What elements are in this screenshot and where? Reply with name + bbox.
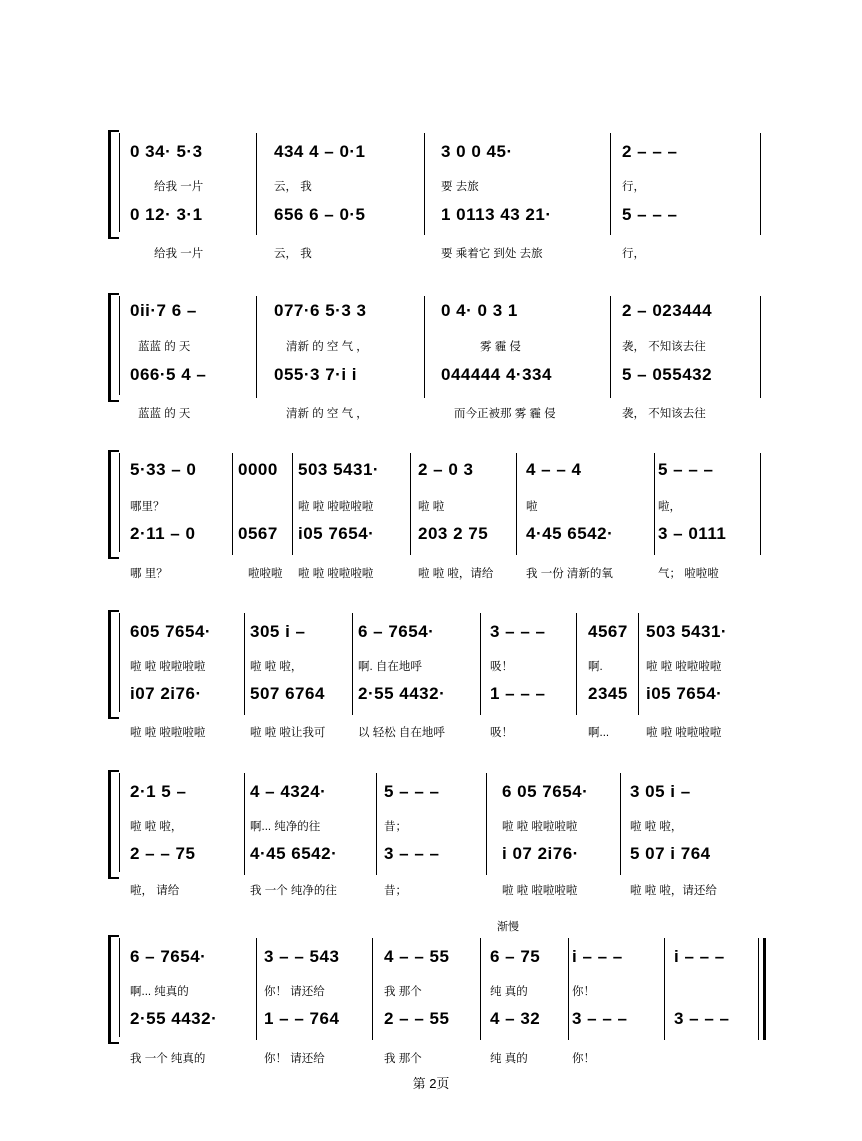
barline [760, 133, 761, 235]
barline [376, 773, 377, 875]
measure-notes: 0ii·7 6 – [130, 301, 197, 320]
measure-notes: 5 – 055432 [622, 365, 713, 384]
lyric-text: 我 一份 清新的氧 [526, 568, 613, 580]
lyric-text: 啊... [588, 727, 610, 739]
lyric-text: 而今正被那 雾 霾 侵 [454, 408, 556, 420]
measure-notes: 4 – 32 [490, 1009, 541, 1028]
lyric-text: 昔； [384, 821, 407, 833]
measure-notes: 503 5431· [298, 460, 380, 479]
lyric-text: 啦 啦 啦啦啦啦 [130, 727, 206, 739]
measure-notes: 3 – – – [384, 844, 440, 863]
lyric-text: 啦 啦 啦啦啦啦 [502, 821, 578, 833]
lyric-text: 给我 一片 [154, 181, 204, 193]
lyric-text: 要 乘着它 到处 去旅 [441, 248, 543, 260]
lyric-text: 啊. 自在地呼 [358, 661, 422, 673]
lyric-text: 啦， 请给 [130, 885, 180, 897]
barline [760, 296, 761, 398]
lyric-text: 雾 霾 侵 [480, 341, 521, 353]
measure-notes: 2345 [588, 684, 628, 703]
lyric-text: 要 去旅 [441, 181, 479, 193]
measure-notes: 2·11 – 0 [130, 524, 196, 543]
measure-notes: i05 7654· [646, 684, 723, 703]
measure-notes: i05 7654· [298, 524, 375, 543]
measure-notes: 077·6 5·3 3 [274, 301, 367, 320]
barline [480, 938, 481, 1040]
lyric-text: 啊. [588, 661, 603, 673]
barline [480, 613, 481, 715]
lyric-text: 我 那个 [384, 1053, 422, 1065]
system-bracket-line [119, 133, 120, 232]
lyric-text: 啦， [658, 501, 681, 513]
measure-notes: 2 – – 75 [130, 844, 196, 863]
measure-notes: 5 07 i 764 [630, 844, 711, 863]
measure-notes: 503 5431· [646, 622, 728, 641]
lyric-text: 你！ [572, 986, 595, 998]
barline [424, 133, 425, 235]
score-system-4 [108, 610, 768, 720]
measure-notes: 3 – – 543 [264, 947, 340, 966]
lyric-text: 清新 的 空 气 ， [286, 341, 368, 353]
measure-notes: 305 i – [250, 622, 306, 641]
barline [620, 773, 621, 875]
lyric-text: 啦 啦 啦啦啦啦 [130, 661, 206, 673]
lyric-text: 啦啦啦 [248, 568, 283, 580]
system-bracket [108, 130, 119, 239]
measure-notes: 3 05 i – [630, 782, 691, 801]
score-system-5 [108, 770, 768, 880]
measure-notes: 605 7654· [130, 622, 212, 641]
measure-notes: 4 – – 4 [526, 460, 582, 479]
system-bracket [108, 450, 119, 559]
lyric-text: 啦 啦 啦， [250, 661, 303, 673]
measure-notes: 5 – – – [384, 782, 440, 801]
lyric-text: 哪里？ [130, 501, 165, 513]
measure-notes: 6 – 75 [490, 947, 541, 966]
lyric-text: 啦 啦 啦啦啦啦 [298, 568, 374, 580]
measure-notes: 2 – – – [622, 142, 678, 161]
barline [244, 613, 245, 715]
lyric-text: 哪 里？ [130, 568, 168, 580]
measure-notes: 4567 [588, 622, 628, 641]
barline [516, 453, 517, 555]
lyric-text: 以 轻松 自在地呼 [358, 727, 445, 739]
measure-notes: 5 – – – [622, 205, 678, 224]
lyric-text: 啊... 纯真的 [130, 986, 189, 998]
lyric-text: 吸！ [490, 661, 513, 673]
measure-notes: 066·5 4 – [130, 365, 207, 384]
barline [568, 938, 569, 1040]
system-bracket-line [119, 773, 120, 872]
barline [256, 133, 257, 235]
measure-notes: 1 – – – [490, 684, 546, 703]
lyric-text: 啦 啦 啦啦啦啦 [646, 727, 722, 739]
final-barline [763, 938, 766, 1040]
lyric-text: 蓝蓝 的 天 [138, 341, 191, 353]
page-number: 第 2页 [412, 1076, 450, 1091]
measure-notes: 2 – – 55 [384, 1009, 450, 1028]
lyric-text: 我 一个 纯真的 [130, 1053, 206, 1065]
lyric-text: 清新 的 空 气 ， [286, 408, 368, 420]
lyric-text: 给我 一片 [154, 248, 204, 260]
lyric-text: 你！ [572, 1053, 595, 1065]
measure-notes: 6 – 7654· [358, 622, 435, 641]
measure-notes: 5·33 – 0 [130, 460, 197, 479]
lyric-text: 你！ 请还给 [264, 986, 325, 998]
system-bracket [108, 770, 119, 879]
lyric-text: 啦 啦 啦，请给 [418, 568, 494, 580]
barline [256, 938, 257, 1040]
measure-notes: 2 – 023444 [622, 301, 713, 320]
lyric-text: 啦 啦 啦， [630, 821, 683, 833]
lyric-text: 我 一个 纯净的往 [250, 885, 337, 897]
system-bracket-line [119, 613, 120, 712]
measure-notes: i – – – [674, 947, 725, 966]
measure-notes: 2 – 0 3 [418, 460, 474, 479]
lyric-text: 啦 啦 [418, 501, 445, 513]
measure-notes: 4·45 6542· [250, 844, 338, 863]
measure-notes: 4·45 6542· [526, 524, 614, 543]
score-system-3 [108, 450, 768, 560]
system-bracket [108, 935, 119, 1044]
measure-notes: i 07 2i76· [502, 844, 579, 863]
lyric-text: 袭， 不知该去往 [622, 341, 706, 353]
tempo-mark: 渐慢 [497, 921, 519, 933]
lyric-text: 啦 啦 啦啦啦啦 [646, 661, 722, 673]
lyric-text: 啦 啦 啦，请还给 [630, 885, 717, 897]
lyric-text: 纯 真的 [490, 1053, 528, 1065]
barline [610, 133, 611, 235]
measure-notes: 507 6764 [250, 684, 325, 703]
lyric-text: 啦 [526, 501, 538, 513]
barline [760, 453, 761, 555]
lyric-text: 云， 我 [274, 181, 312, 193]
barline [292, 453, 293, 555]
measure-notes: 0000 [238, 460, 278, 479]
measure-notes: 3 – – – [674, 1009, 730, 1028]
lyric-text: 气； 啦啦啦 [658, 568, 719, 580]
lyric-text: 我 那个 [384, 986, 422, 998]
barline [638, 613, 639, 715]
score-system-1 [108, 130, 768, 240]
barline [610, 296, 611, 398]
system-bracket-line [119, 296, 120, 395]
measure-notes: i07 2i76· [130, 684, 202, 703]
system-bracket [108, 293, 119, 402]
lyric-text: 吸！ [490, 727, 513, 739]
lyric-text: 行， [622, 248, 645, 260]
score-system-2 [108, 293, 768, 403]
score-system-6 [108, 935, 768, 1045]
measure-notes: 5 – – – [658, 460, 714, 479]
lyric-text: 行， [622, 181, 645, 193]
measure-notes: 0567 [238, 524, 278, 543]
system-bracket [108, 610, 119, 719]
barline [424, 296, 425, 398]
lyric-text: 啦 啦 啦让我可 [250, 727, 326, 739]
barline [244, 773, 245, 875]
measure-notes: 3 – 0111 [658, 524, 727, 543]
measure-notes: 055·3 7·i i [274, 365, 357, 384]
barline [256, 296, 257, 398]
lyric-text: 你！ 请还给 [264, 1053, 325, 1065]
measure-notes: 1 – – 764 [264, 1009, 340, 1028]
lyric-text: 纯 真的 [490, 986, 528, 998]
measure-notes: 3 – – – [490, 622, 546, 641]
measure-notes: 6 05 7654· [502, 782, 589, 801]
measure-notes: 434 4 – 0·1 [274, 142, 366, 161]
measure-notes: 0 34· 5·3 [130, 142, 203, 161]
lyric-text: 啦 啦 啦啦啦啦 [298, 501, 374, 513]
measure-notes: 044444 4·334 [441, 365, 552, 384]
measure-notes: 2·55 4432· [130, 1009, 218, 1028]
barline [352, 613, 353, 715]
measure-notes: 203 2 75 [418, 524, 489, 543]
barline [410, 453, 411, 555]
measure-notes: 3 0 0 45· [441, 142, 513, 161]
lyric-text: 昔； [384, 885, 407, 897]
measure-notes: 0 4· 0 3 1 [441, 301, 518, 320]
barline [372, 938, 373, 1040]
measure-notes: 1 0113 43 21· [441, 205, 552, 224]
measure-notes: 3 – – – [572, 1009, 628, 1028]
barline [486, 773, 487, 875]
measure-notes: 2·1 5 – [130, 782, 187, 801]
lyric-text: 蓝蓝 的 天 [138, 408, 191, 420]
lyric-text: 袭， 不知该去往 [622, 408, 706, 420]
barline [232, 453, 233, 555]
lyric-text: 云， 我 [274, 248, 312, 260]
measure-notes: 656 6 – 0·5 [274, 205, 366, 224]
system-bracket-line [119, 938, 120, 1037]
barline [758, 938, 759, 1040]
barline [664, 938, 665, 1040]
measure-notes: 6 – 7654· [130, 947, 207, 966]
measure-notes: i – – – [572, 947, 623, 966]
system-bracket-line [119, 453, 120, 552]
measure-notes: 0 12· 3·1 [130, 205, 203, 224]
lyric-text: 啊... 纯净的往 [250, 821, 321, 833]
measure-notes: 2·55 4432· [358, 684, 446, 703]
lyric-text: 啦 啦 啦啦啦啦 [502, 885, 578, 897]
lyric-text: 啦 啦 啦， [130, 821, 183, 833]
barline [654, 453, 655, 555]
measure-notes: 4 – – 55 [384, 947, 450, 966]
barline [576, 613, 577, 715]
measure-notes: 4 – 4324· [250, 782, 327, 801]
